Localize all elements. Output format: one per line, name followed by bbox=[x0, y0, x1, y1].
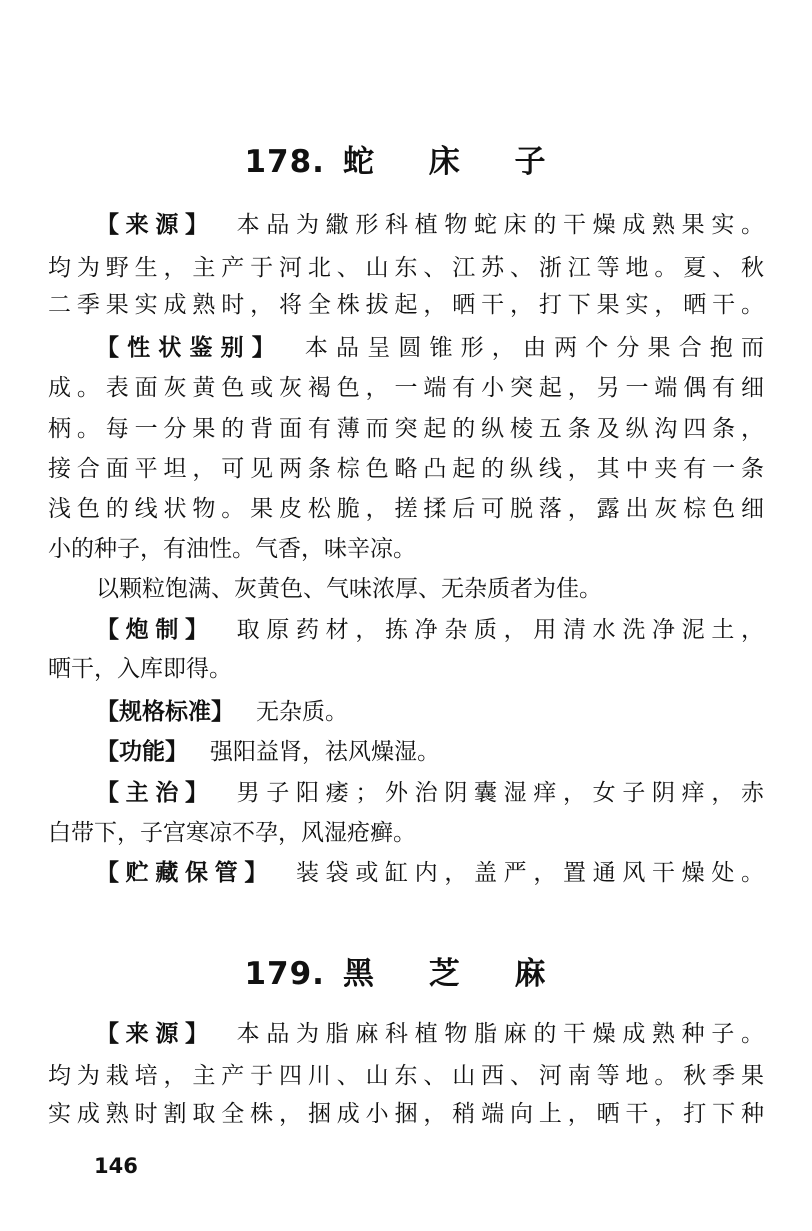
entry-name: 黑 芝 麻 bbox=[342, 956, 568, 992]
section-tag-source: 【来源】 bbox=[96, 1021, 215, 1047]
text-line: 晒干，入库即得。 bbox=[48, 656, 232, 682]
text-line: 【来源】 本品为繖形科植物蛇床的干燥成熟果实。 bbox=[96, 212, 765, 238]
text-line: 【性状鉴别】 本品呈圆锥形，由两个分果合抱而 bbox=[96, 335, 765, 361]
section-tag-function: 【功能】 bbox=[96, 739, 188, 765]
text-line: 柄。每一分果的背面有薄而突起的纵棱五条及纵沟四条， bbox=[48, 416, 764, 442]
text-line: 白带下，子宫寒凉不孕，风湿疮癣。 bbox=[48, 820, 416, 846]
entry-name: 蛇 床 子 bbox=[342, 144, 568, 180]
section-tag-indication: 【主治】 bbox=[96, 780, 215, 806]
text-line: 【主治】 男子阳痿；外治阴囊湿痒，女子阴痒，赤 bbox=[96, 780, 765, 806]
text-line: 均为栽培，主产于四川、山东、山西、河南等地。秋季果 bbox=[48, 1063, 764, 1089]
entry-number: 179. bbox=[244, 956, 325, 992]
text-line: 小的种子，有油性。气香，味辛凉。 bbox=[48, 536, 416, 562]
text-line: 【功能】 强阳益肾，祛风燥湿。 bbox=[96, 739, 440, 765]
section-tag-source: 【来源】 bbox=[96, 212, 215, 238]
text-line: 均为野生，主产于河北、山东、江苏、浙江等地。夏、秋 bbox=[48, 255, 764, 281]
text-line: 【贮藏保管】 装袋或缸内，盖严，置通风干燥处。 bbox=[96, 860, 765, 886]
text-line: 浅色的线状物。果皮松脆，搓揉后可脱落，露出灰棕色细 bbox=[48, 496, 764, 522]
text-line: 【炮制】 取原药材，拣净杂质，用清水洗净泥土， bbox=[96, 617, 765, 643]
page-number: 146 bbox=[94, 1154, 138, 1178]
section-tag-storage: 【贮藏保管】 bbox=[96, 860, 274, 886]
entry-number: 178. bbox=[244, 144, 325, 180]
section-tag-processing: 【炮制】 bbox=[96, 617, 215, 643]
text-line: 【规格标准】 无杂质。 bbox=[96, 699, 348, 725]
text-line: 【来源】 本品为脂麻科植物脂麻的干燥成熟种子。 bbox=[96, 1021, 765, 1047]
text-line: 二季果实成熟时，将全株拔起，晒干，打下果实，晒干。 bbox=[48, 292, 764, 318]
entry-heading-178 bbox=[0, 136, 812, 181]
text-line: 接合面平坦，可见两条棕色略凸起的纵线，其中夹有一条 bbox=[48, 456, 764, 482]
text-line: 成。表面灰黄色或灰褐色，一端有小突起，另一端偶有细 bbox=[48, 375, 764, 401]
text-line: 实成熟时割取全株，捆成小捆，稍端向上，晒干，打下种 bbox=[48, 1101, 764, 1127]
section-tag-characteristics: 【性状鉴别】 bbox=[96, 335, 283, 361]
section-tag-specification: 【规格标准】 bbox=[96, 699, 234, 725]
entry-heading-179 bbox=[0, 948, 812, 993]
text-line-quality: 以颗粒饱满、灰黄色、气味浓厚、无杂质者为佳。 bbox=[96, 576, 602, 602]
